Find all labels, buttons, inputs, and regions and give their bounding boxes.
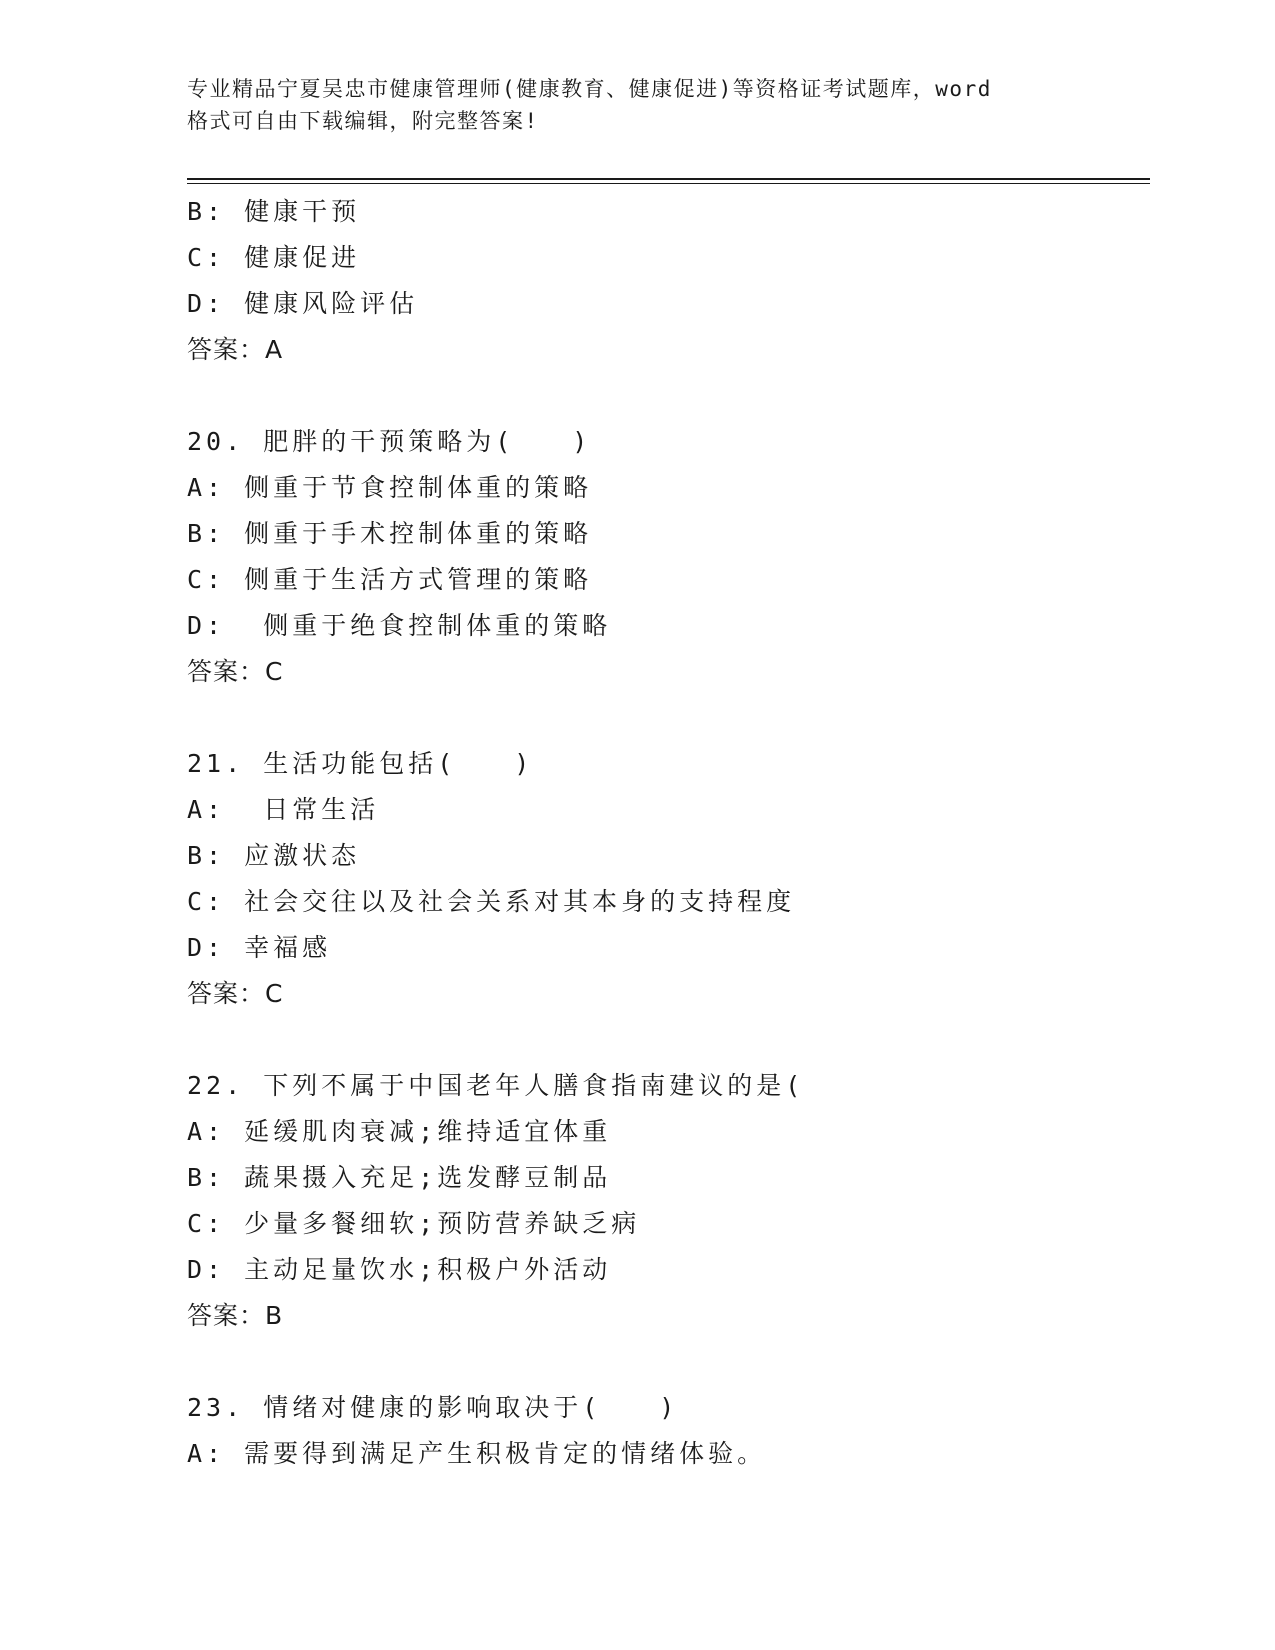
option-d: D: 侧重于绝食控制体重的策略 xyxy=(187,611,612,640)
option-b: B: 应激状态 xyxy=(187,841,361,870)
option-a: A: 侧重于节食控制体重的策略 xyxy=(187,473,593,502)
question-19 xyxy=(187,189,1147,373)
question-23 xyxy=(187,1385,1147,1477)
option-a: A: 需要得到满足产生积极肯定的情绪体验。 xyxy=(187,1439,767,1468)
question-21 xyxy=(187,741,1147,1017)
header-line-2: 格式可自由下载编辑，附完整答案! xyxy=(187,109,539,133)
option-c: C: 侧重于生活方式管理的策略 xyxy=(187,565,593,594)
spacer xyxy=(187,1017,1147,1063)
option-d: D: 主动足量饮水;积极户外活动 xyxy=(187,1255,612,1284)
answer-line: 答案：A xyxy=(187,335,284,364)
document-header xyxy=(187,73,1087,137)
spacer xyxy=(187,373,1147,419)
header-line-1: 专业精品宁夏吴忠市健康管理师(健康教育、健康促进)等资格证考试题库，word xyxy=(187,77,992,101)
option-d: D: 健康风险评估 xyxy=(187,289,419,318)
option-b: B: 侧重于手术控制体重的策略 xyxy=(187,519,593,548)
question-22 xyxy=(187,1063,1147,1339)
header-rule-thin xyxy=(187,183,1150,184)
question-stem: 22. 下列不属于中国老年人膳食指南建议的是( xyxy=(187,1071,805,1100)
question-stem: 23. 情绪对健康的影响取决于( ) xyxy=(187,1393,679,1422)
header-rule-thick xyxy=(187,178,1150,180)
spacer xyxy=(187,1339,1147,1385)
option-d: D: 幸福感 xyxy=(187,933,332,962)
answer-line: 答案：C xyxy=(187,979,284,1008)
option-c: C: 社会交往以及社会关系对其本身的支持程度 xyxy=(187,887,796,916)
answer-line: 答案：B xyxy=(187,1301,284,1330)
question-stem: 21. 生活功能包括( ) xyxy=(187,749,534,778)
answer-line: 答案：C xyxy=(187,657,284,686)
option-b: B: 蔬果摄入充足;选发酵豆制品 xyxy=(187,1163,612,1192)
question-20 xyxy=(187,419,1147,695)
spacer xyxy=(187,695,1147,741)
question-stem: 20. 肥胖的干预策略为( ) xyxy=(187,427,592,456)
question-list xyxy=(187,189,1147,1477)
option-a: A: 日常生活 xyxy=(187,795,380,824)
option-c: C: 健康促进 xyxy=(187,243,361,272)
option-c: C: 少量多餐细软;预防营养缺乏病 xyxy=(187,1209,641,1238)
option-b: B: 健康干预 xyxy=(187,197,361,226)
option-a: A: 延缓肌肉衰减;维持适宜体重 xyxy=(187,1117,612,1146)
